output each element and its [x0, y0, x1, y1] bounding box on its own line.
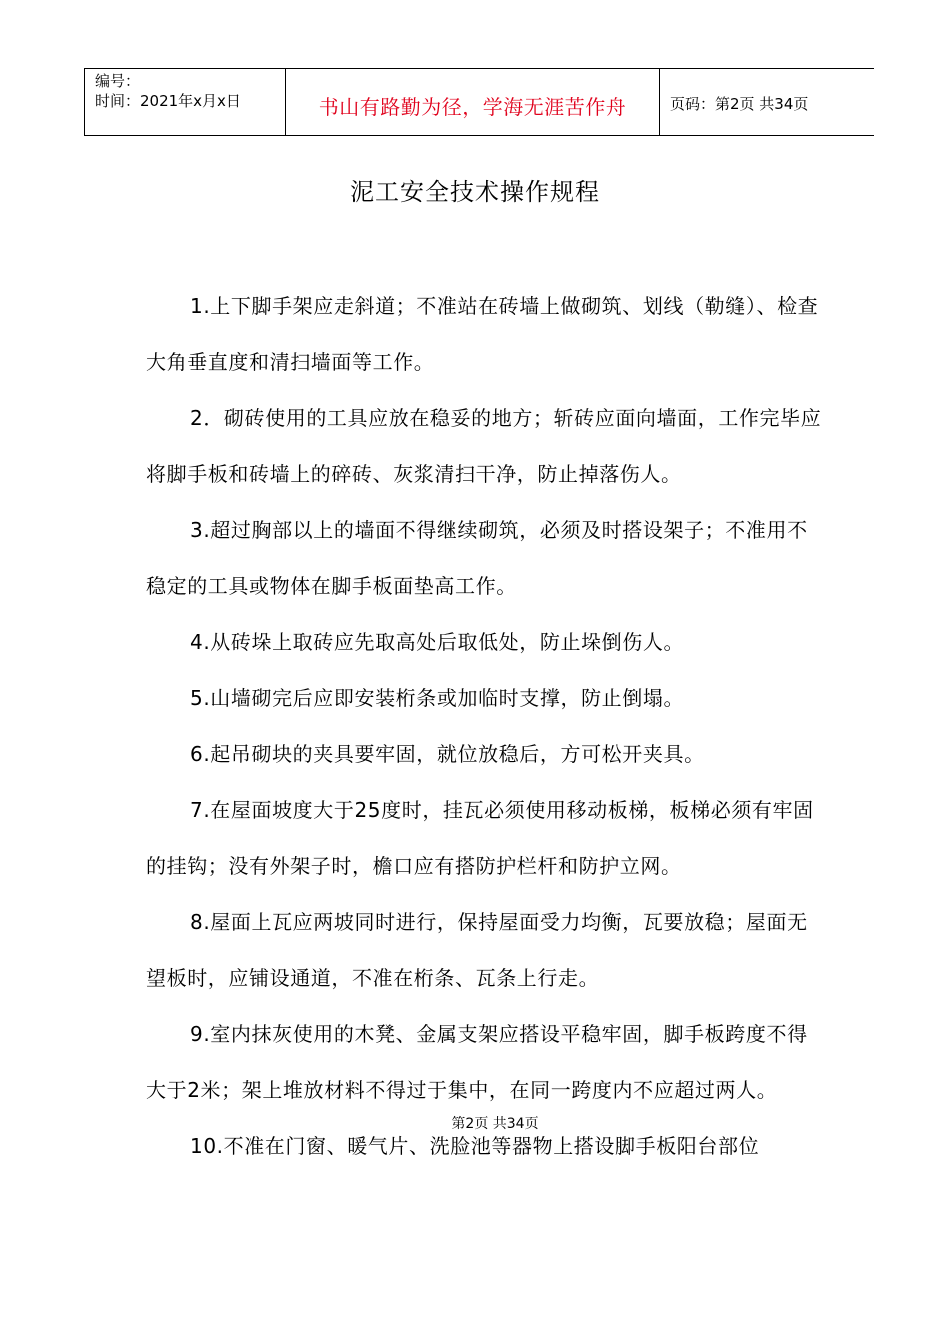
footer-page-number: 第2页 共34页	[451, 1116, 539, 1132]
paragraph-4: 4.从砖垛上取砖应先取高处后取低处，防止垛倒伤人。	[190, 630, 685, 654]
paragraph-5: 5.山墙砌完后应即安装桁条或加临时支撑，防止倒塌。	[190, 686, 685, 710]
number-label: 编号：	[95, 72, 141, 90]
paragraph-9: 9.室内抹灰使用的木凳、金属支架应搭设平稳牢固，脚手板跨度不得大于2米；架上堆放材料不得过于集中，在同一跨度内不应超过两人。	[146, 1022, 808, 1102]
motto-text: 书山有路勤为径，学海无涯苦作舟	[318, 95, 627, 119]
paragraph-8: 8.屋面上瓦应两坡同时进行，保持屋面受力均衡，瓦要放稳；屋面无望板时，应铺设通道，不准在桁条、瓦条上行走。	[146, 910, 808, 990]
header-table	[84, 68, 874, 136]
paragraph-3: 3.超过胸部以上的墙面不得继续砌筑，必须及时搭设架子；不准用不稳定的工具或物体在脚手板面垫高工作。	[146, 518, 808, 598]
header-page-cell	[660, 69, 874, 135]
page-code: 页码：第2页 共34页	[670, 95, 809, 113]
paragraph-6: 6.起吊砌块的夹具要牢固，就位放稳后，方可松开夹具。	[190, 742, 705, 766]
document-body	[146, 278, 826, 1174]
paragraph-10: 10.不准在门窗、暖气片、洗脸池等器物上搭设脚手板阳台部位	[190, 1134, 760, 1158]
paragraph-2: 2．砌砖使用的工具应放在稳妥的地方；斩砖应面向墙面，工作完毕应将脚手板和砖墙上的碎砖、灰浆清扫干净，防止掉落伤人。	[146, 406, 822, 486]
paragraph-7: 7.在屋面坡度大于25度时，挂瓦必须使用移动板梯，板梯必须有牢固的挂钩；没有外架子时，檐口应有搭防护栏杆和防护立网。	[146, 798, 814, 878]
header-meta-cell	[84, 69, 286, 135]
time-label: 时间：2021年x月x日	[95, 92, 241, 110]
paragraph-1: 1.上下脚手架应走斜道；不准站在砖墙上做砌筑、划线（勒缝）、检查大角垂直度和清扫墙面等工作。	[146, 294, 819, 374]
page-footer	[0, 1113, 950, 1133]
header-motto-cell	[286, 69, 660, 135]
document-title: 泥工安全技术操作规程	[350, 178, 600, 206]
